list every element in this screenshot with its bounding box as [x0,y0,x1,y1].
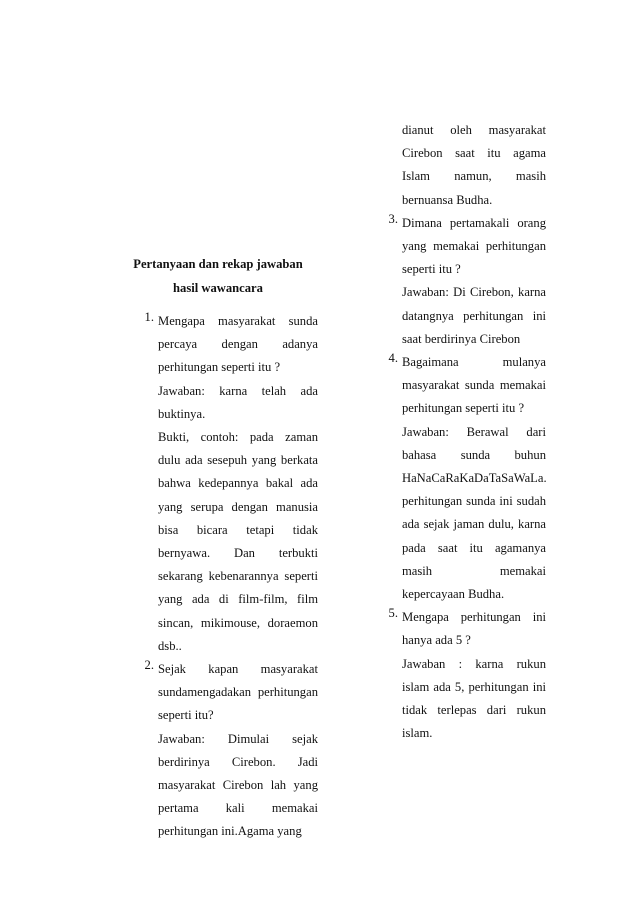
left-column [128,252,318,844]
answer-text: Jawaban : karna rukun islam ada 5, perhitungan ini tidak terlepas dari rukun islam. [402,656,546,741]
question-text: Sejak kapan masyarakat sundamengadakan perhitungan seperti itu? [158,662,318,723]
right-column [372,119,546,745]
question-text: Dimana pertamakali orang yang memakai perhitungan seperti itu ? [402,215,546,277]
question-text: Mengapa perhitungan ini hanya ada 5 ? [402,610,546,648]
answer-text: Jawaban: Berawal dari bahasa sunda buhun HaNaCaRaKaDaTaSaWaLa. perhitungan sunda ini sudah ada sejak jaman dulu, karna pada saat itu agamanya masih memakai kepercayaan Budha. [402,424,547,602]
document-heading: Pertanyaan dan rekap jawaban hasil wawancara [133,257,303,295]
question-list-continued [372,119,546,745]
answer-continuation-text: dianut oleh masyarakat Cirebon saat itu agama Islam namun, masih bernuansa Budha. [402,123,546,207]
evidence-text: Bukti, contoh: pada zaman dulu ada sesepuh yang berkata bahwa kedepannya bakal ada yang serupa dengan manusia bisa bicara tetapi tidak bernyawa. Dan terbukti sekarang kebenarannya seperti yang ada di film-film, film sincan, mikimouse, doraemon dsb.. [158,430,318,653]
question-text: Bagaimana mulanya masyarakat sunda memakai perhitungan seperti itu ? [402,355,546,416]
item-number: 3. [388,211,398,226]
item-number: 2. [144,658,154,673]
item-number: 5. [388,606,398,621]
answer-text: Jawaban: Dimulai sejak berdirinya Cirebon. Jadi masyarakat Cirebon lah yang pertama kali memakai perhitungan ini.Agama yang [158,731,318,839]
question-text: Mengapa masyarakat sunda percaya dengan adanya perhitungan seperti itu ? [158,314,318,375]
item-number: 4. [388,351,398,366]
list-item-1 [128,310,318,658]
answer-text: Jawaban: karna telah ada buktinya. [158,383,318,421]
question-list [128,310,318,844]
list-item-3 [372,212,546,351]
item-number: 1. [144,310,154,324]
answer-text: Jawaban: Di Cirebon, karna datangnya perhitungan ini saat berdirinya Cirebon [402,285,546,346]
list-item-4 [372,351,546,606]
list-item-5 [372,606,546,745]
list-item-2 [128,658,318,844]
list-item-2-continued [372,119,546,212]
